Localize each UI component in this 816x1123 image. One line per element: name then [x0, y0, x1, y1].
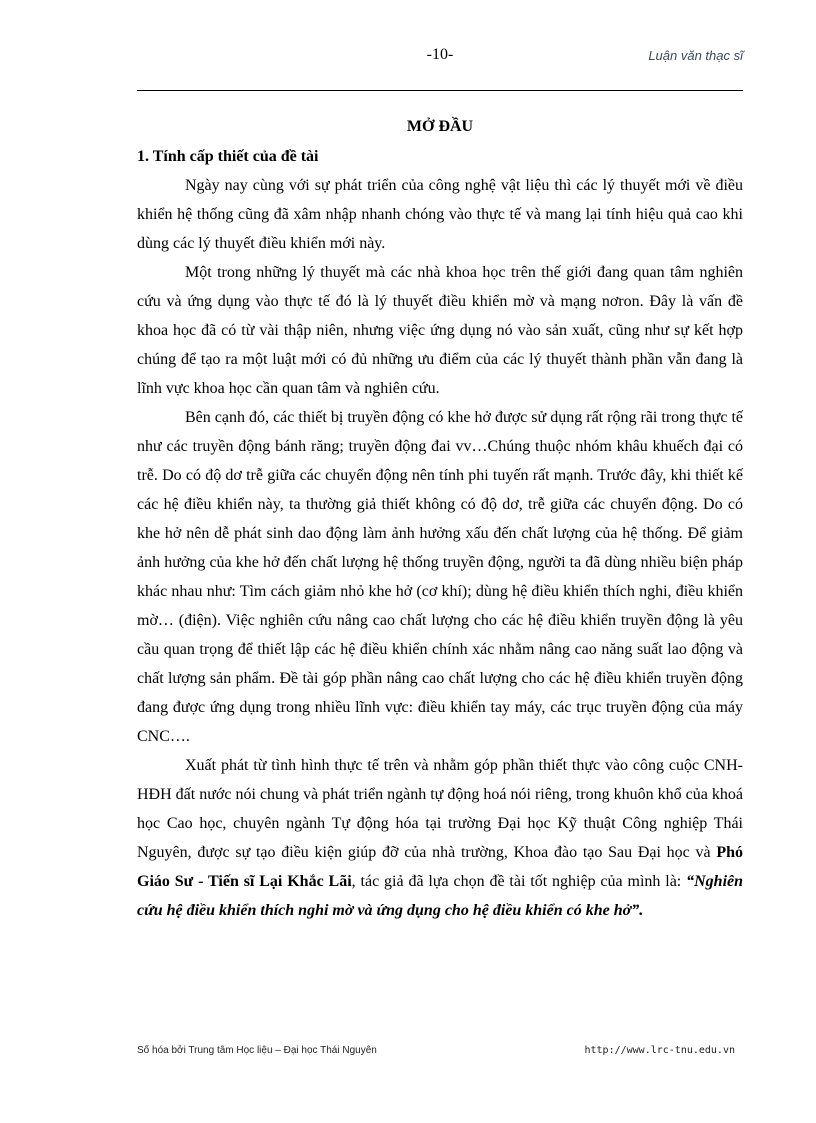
paragraph-2: Một trong những lý thuyết mà các nhà khoa học trên thế giới đang quan tâm nghiên cứu và ứng dụng vào thực tế đó là lý thuyết điều khiển mờ và mạng nơron. Đây là vấn đề khoa học đã có từ vài thập niên, nhưng việc ứng dụng nó vào sản xuất, cũng như sự kết hợp chúng để tạo ra một luật mới có đủ những ưu điểm của các lý thuyết thành phần vẫn đang là lĩnh vực khoa học cần quan tâm và nghiên cứu.: [137, 264, 743, 397]
thesis-title: “Nghiên cứu hệ điều khiển thích nghi mờ và ứng dụng cho hệ điều khiển có khe hở”.: [137, 873, 744, 919]
running-title: Luận văn thạc sĩ: [648, 48, 743, 63]
header-rule: [137, 90, 743, 91]
paragraph-3: Bên cạnh đó, các thiết bị truyền động có khe hở được sử dụng rất rộng rãi trong thực tế như các truyền động bánh răng; truyền động đai vv…Chúng thuộc nhóm khâu khuếch đại có trễ. Do có độ dơ trễ giữa các chuyển động nên tính phi tuyến rất mạnh. Trước đây, khi thiết kế các hệ điều khiển này, ta thường giả thiết không có độ dơ, trễ giữa các chuyển động. Do có khe hở nên dễ phát sinh dao động làm ảnh hưởng xấu đến chất lượng của hệ thống. Để giảm ảnh hưởng của khe hở đến chất lượng hệ thống truyền động, người ta đã dùng nhiều biện pháp khác nhau như: Tìm cách giảm nhỏ khe hở (cơ khí); dùng hệ điều khiển thích nghi, điều khiển mờ… (điện). Việc nghiên cứu nâng cao chất lượng cho các hệ điều khiển truyền động là yêu cầu quan trọng để thiết lập các hệ điều khiển chính xác nhằm nâng cao năng suất lao động và chất lượng sản phẩm. Đề tài góp phần nâng cao chất lượng cho các hệ điều khiển truyền động đang được ứng dụng trong nhiều lĩnh vực: điều khiển tay máy, các trục truyền động của máy CNC….: [137, 409, 743, 745]
chapter-title: MỞ ĐẦU: [406, 118, 474, 135]
paragraph-4-text: Xuất phát từ tình hình thực tế trên và nhằm góp phần thiết thực vào công cuộc CNH-HĐH đất nước nói chung và phát triển ngành tự động hoá nói riêng, trong khuôn khổ của khoá học Cao học, chuyên ngành Tự động hóa tại trường Đại học Kỹ thuật Công nghiệp Thái Nguyên, được sự tạo điều kiện giúp đỡ của nhà trường, Khoa đào tạo Sau Đại học và: [137, 757, 743, 861]
page-footer: [137, 1045, 743, 1061]
footer-url: http://www.lrc-tnu.edu.vn: [584, 1045, 735, 1056]
paragraph-1: Ngày nay cùng với sự phát triển của công nghệ vật liệu thì các lý thuyết mới về điều khiển hệ thống cũng đã xâm nhập nhanh chóng vào thực tế và mang lại tính hiệu quả cao khi dùng các lý thuyết điều khiển mới này.: [137, 177, 743, 252]
footer-credit: Số hóa bởi Trung tâm Học liệu – Đại học Thái Nguyên: [137, 1045, 377, 1056]
paragraph-4-middle: , tác giả đã lựa chọn đề tài tốt nghiệp của mình là:: [351, 873, 687, 890]
paragraph-4: [137, 751, 743, 925]
advisor-name: Phó Giáo Sư - Tiến sĩ Lại Khắc Lãi: [137, 844, 743, 890]
page-body: [137, 112, 743, 925]
page-number: -10-: [426, 46, 454, 63]
section-heading: 1. Tính cấp thiết của đề tài: [137, 148, 319, 165]
page-header: [137, 46, 743, 70]
